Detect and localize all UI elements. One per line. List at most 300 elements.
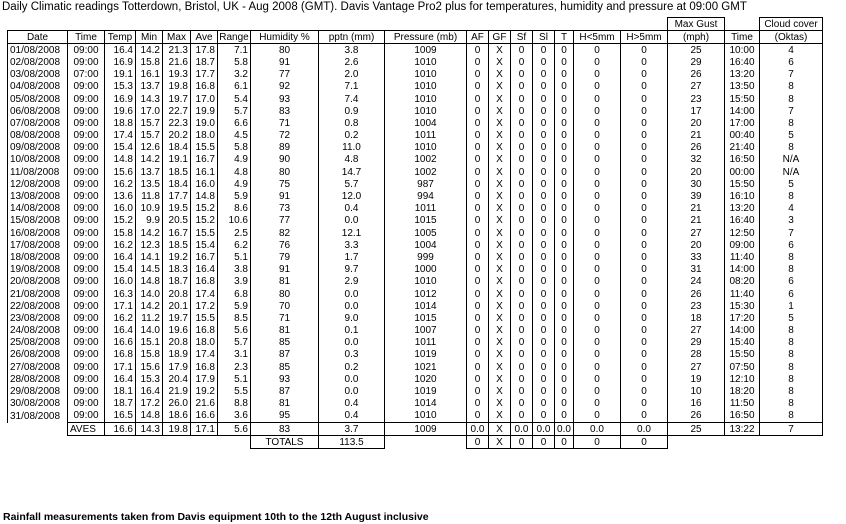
cell-gf: X — [489, 410, 511, 423]
col-h-gt5: H>5mm — [621, 31, 668, 44]
cell-t: 0 — [555, 178, 574, 190]
cell-ave: 15.5 — [191, 142, 218, 154]
table-row — [8, 325, 823, 337]
cell-humidity: 93 — [251, 93, 319, 105]
table-row — [8, 227, 823, 239]
cell-h-lt5: 0 — [574, 130, 621, 142]
cell-pressure: 1002 — [385, 154, 467, 166]
cell-af: 0 — [467, 288, 489, 300]
cell-min: 12.6 — [136, 142, 163, 154]
cell-af: 0 — [467, 44, 489, 57]
cell-temp: 15.6 — [105, 166, 136, 178]
cell-ave: 16.8 — [191, 276, 218, 288]
cell-sl: 0 — [533, 93, 555, 105]
cell-max: 18.3 — [163, 264, 191, 276]
cell-pptn: 3.3 — [319, 239, 385, 251]
cell-h-lt5: 0 — [574, 93, 621, 105]
aves-gf: X — [489, 423, 511, 436]
cell-max-gust: 20 — [668, 166, 725, 178]
table-row — [8, 410, 823, 423]
aves-max: 19.8 — [163, 423, 191, 436]
cell-min: 14.2 — [136, 300, 163, 312]
cell-cloud-cover: 5 — [760, 178, 823, 190]
cell-time: 09:00 — [68, 203, 105, 215]
cell-pressure: 1011 — [385, 203, 467, 215]
cell-max-gust: 25 — [668, 44, 725, 57]
cell-max: 19.5 — [163, 203, 191, 215]
aves-t: 0.0 — [555, 423, 574, 436]
cell-pressure: 994 — [385, 190, 467, 202]
cell-time: 09:00 — [68, 251, 105, 263]
cell-gust-time: 15:40 — [725, 337, 760, 349]
col-date: Date — [8, 31, 68, 44]
cell-date: 25/08/2008 — [8, 337, 68, 349]
cell-humidity: 79 — [251, 251, 319, 263]
cell-t: 0 — [555, 105, 574, 117]
cell-h-lt5: 0 — [574, 410, 621, 423]
cell-max: 18.9 — [163, 349, 191, 361]
cell-ave: 16.4 — [191, 264, 218, 276]
cell-t: 0 — [555, 398, 574, 410]
cell-sf: 0 — [511, 349, 533, 361]
table-row — [8, 312, 823, 324]
cell-pressure: 1015 — [385, 215, 467, 227]
cell-gf: X — [489, 166, 511, 178]
cell-max-gust: 33 — [668, 251, 725, 263]
cell-max-gust: 16 — [668, 398, 725, 410]
cell-pptn: 0.2 — [319, 130, 385, 142]
cell-temp: 19.6 — [105, 105, 136, 117]
cell-pptn: 5.7 — [319, 178, 385, 190]
cell-gust-time: 13:20 — [725, 203, 760, 215]
cell-sl: 0 — [533, 190, 555, 202]
cell-min: 15.1 — [136, 337, 163, 349]
cell-gf: X — [489, 178, 511, 190]
table-row — [8, 300, 823, 312]
cell-min: 16.4 — [136, 385, 163, 397]
cell-ave: 16.1 — [191, 166, 218, 178]
table-row — [8, 398, 823, 410]
cell-af: 0 — [467, 410, 489, 423]
cell-temp: 16.4 — [105, 325, 136, 337]
cell-humidity: 77 — [251, 215, 319, 227]
cell-ave: 15.5 — [191, 312, 218, 324]
cell-h-lt5: 0 — [574, 398, 621, 410]
cell-h-lt5: 0 — [574, 276, 621, 288]
cell-min: 9.9 — [136, 215, 163, 227]
cell-t: 0 — [555, 264, 574, 276]
cell-gust-time: 16:50 — [725, 154, 760, 166]
cell-sf: 0 — [511, 56, 533, 68]
cell-sl: 0 — [533, 276, 555, 288]
cell-min: 14.1 — [136, 251, 163, 263]
cell-time: 09:00 — [68, 312, 105, 324]
cell-gust-time: 15:50 — [725, 93, 760, 105]
cell-gust-time: 16:10 — [725, 190, 760, 202]
cell-range: 6.6 — [218, 117, 251, 129]
cell-date: 06/08/2008 — [8, 105, 68, 117]
cell-cloud-cover: 8 — [760, 93, 823, 105]
cell-sf: 0 — [511, 251, 533, 263]
cell-h-gt5: 0 — [621, 69, 668, 81]
cell-temp: 16.0 — [105, 276, 136, 288]
cell-ave: 17.4 — [191, 349, 218, 361]
cell-af: 0 — [467, 300, 489, 312]
cell-cloud-cover: 3 — [760, 215, 823, 227]
cell-range: 3.6 — [218, 410, 251, 423]
cell-gust-time: 18:20 — [725, 385, 760, 397]
cell-min: 13.5 — [136, 178, 163, 190]
cell-time: 09:00 — [68, 385, 105, 397]
cell-sf: 0 — [511, 312, 533, 324]
cell-cloud-cover: 8 — [760, 325, 823, 337]
cell-min: 14.2 — [136, 227, 163, 239]
cell-max: 18.4 — [163, 178, 191, 190]
cell-temp: 16.0 — [105, 203, 136, 215]
cell-max: 18.7 — [163, 276, 191, 288]
cell-date: 15/08/2008 — [8, 215, 68, 227]
cell-sf: 0 — [511, 373, 533, 385]
cell-t: 0 — [555, 239, 574, 251]
cell-cloud-cover: 8 — [760, 142, 823, 154]
cell-range: 8.6 — [218, 203, 251, 215]
cell-pptn: 0.9 — [319, 105, 385, 117]
cell-sf: 0 — [511, 203, 533, 215]
cell-max-gust: 23 — [668, 93, 725, 105]
cell-pptn: 4.8 — [319, 154, 385, 166]
cell-ave: 16.8 — [191, 325, 218, 337]
cell-date: 20/08/2008 — [8, 276, 68, 288]
cell-sl: 0 — [533, 44, 555, 57]
cell-t: 0 — [555, 203, 574, 215]
cell-h-lt5: 0 — [574, 166, 621, 178]
cell-pressure: 1019 — [385, 385, 467, 397]
cell-t: 0 — [555, 276, 574, 288]
cell-t: 0 — [555, 69, 574, 81]
cell-pptn: 0.2 — [319, 361, 385, 373]
cell-range: 5.9 — [218, 190, 251, 202]
cell-ave: 17.7 — [191, 69, 218, 81]
cell-cloud-cover: 4 — [760, 44, 823, 57]
cell-temp: 18.8 — [105, 117, 136, 129]
cell-h-gt5: 0 — [621, 93, 668, 105]
cell-af: 0 — [467, 264, 489, 276]
cell-pressure: 1010 — [385, 81, 467, 93]
cell-pressure: 1011 — [385, 337, 467, 349]
cell-cloud-cover: 8 — [760, 373, 823, 385]
cell-time: 09:00 — [68, 325, 105, 337]
col-sf: Sf — [511, 31, 533, 44]
cell-ave: 19.2 — [191, 385, 218, 397]
cell-gf: X — [489, 312, 511, 324]
cell-min: 17.2 — [136, 398, 163, 410]
cell-pressure: 1012 — [385, 288, 467, 300]
cell-date: 18/08/2008 — [8, 251, 68, 263]
cell-sl: 0 — [533, 105, 555, 117]
cell-cloud-cover: 8 — [760, 398, 823, 410]
cell-af: 0 — [467, 81, 489, 93]
cell-h-lt5: 0 — [574, 154, 621, 166]
table-row — [8, 166, 823, 178]
cell-h-lt5: 0 — [574, 117, 621, 129]
cell-gf: X — [489, 337, 511, 349]
cell-ave: 16.0 — [191, 178, 218, 190]
cell-temp: 13.6 — [105, 190, 136, 202]
cell-sf: 0 — [511, 300, 533, 312]
cell-ave: 19.9 — [191, 105, 218, 117]
cell-sf: 0 — [511, 142, 533, 154]
table-row — [8, 81, 823, 93]
cell-h-lt5: 0 — [574, 373, 621, 385]
cell-date: 09/08/2008 — [8, 142, 68, 154]
cell-max-gust: 29 — [668, 337, 725, 349]
cell-pressure: 1009 — [385, 44, 467, 57]
col-pptn: pptn (mm) — [319, 31, 385, 44]
col-af: AF — [467, 31, 489, 44]
cell-gf: X — [489, 44, 511, 57]
cell-temp: 14.8 — [105, 154, 136, 166]
cell-time: 09:00 — [68, 288, 105, 300]
cell-time: 09:00 — [68, 130, 105, 142]
cell-h-gt5: 0 — [621, 349, 668, 361]
cell-time: 09:00 — [68, 264, 105, 276]
cell-max-gust: 27 — [668, 325, 725, 337]
cell-pressure: 1021 — [385, 361, 467, 373]
cell-h-lt5: 0 — [574, 215, 621, 227]
cell-humidity: 70 — [251, 300, 319, 312]
cell-t: 0 — [555, 337, 574, 349]
cell-range: 8.8 — [218, 398, 251, 410]
cell-pressure: 1000 — [385, 264, 467, 276]
cell-h-gt5: 0 — [621, 117, 668, 129]
cell-gf: X — [489, 69, 511, 81]
cell-t: 0 — [555, 410, 574, 423]
cell-ave: 16.8 — [191, 81, 218, 93]
cell-af: 0 — [467, 105, 489, 117]
col-humidity: Humidity % — [251, 31, 319, 44]
cell-h-lt5: 0 — [574, 251, 621, 263]
cell-range: 3.8 — [218, 264, 251, 276]
cell-max-gust: 18 — [668, 312, 725, 324]
cell-time: 09:00 — [68, 337, 105, 349]
aves-h-lt5: 0.0 — [574, 423, 621, 436]
cell-ave: 19.0 — [191, 117, 218, 129]
totals-sl: 0 — [533, 436, 555, 449]
cell-max-gust: 19 — [668, 373, 725, 385]
aves-aves-label: AVES — [68, 423, 105, 436]
cell-gf: X — [489, 264, 511, 276]
cell-temp: 15.4 — [105, 142, 136, 154]
table-row — [8, 105, 823, 117]
cell-af: 0 — [467, 227, 489, 239]
cell-temp: 16.5 — [105, 410, 136, 423]
cell-min: 16.1 — [136, 69, 163, 81]
cell-max: 19.2 — [163, 251, 191, 263]
cell-pressure: 1015 — [385, 312, 467, 324]
cell-pressure: 999 — [385, 251, 467, 263]
cell-sf: 0 — [511, 93, 533, 105]
cell-sf: 0 — [511, 264, 533, 276]
cell-ave: 16.8 — [191, 361, 218, 373]
cell-h-lt5: 0 — [574, 264, 621, 276]
cell-max: 20.1 — [163, 300, 191, 312]
cell-pptn: 12.1 — [319, 227, 385, 239]
cell-humidity: 83 — [251, 105, 319, 117]
cell-max: 21.6 — [163, 56, 191, 68]
cell-humidity: 71 — [251, 312, 319, 324]
cell-sf: 0 — [511, 81, 533, 93]
cell-max-gust: 17 — [668, 105, 725, 117]
cell-sf: 0 — [511, 190, 533, 202]
cell-sf: 0 — [511, 385, 533, 397]
cell-range: 5.7 — [218, 337, 251, 349]
col-t: T — [555, 31, 574, 44]
cell-af: 0 — [467, 349, 489, 361]
cell-t: 0 — [555, 385, 574, 397]
cell-h-gt5: 0 — [621, 398, 668, 410]
col-gf: GF — [489, 31, 511, 44]
aves-sl: 0.0 — [533, 423, 555, 436]
cell-pptn: 0.0 — [319, 385, 385, 397]
cell-h-gt5: 0 — [621, 227, 668, 239]
cell-cloud-cover: 7 — [760, 227, 823, 239]
cell-temp: 19.1 — [105, 69, 136, 81]
cell-sf: 0 — [511, 44, 533, 57]
cell-min: 14.2 — [136, 44, 163, 57]
cell-af: 0 — [467, 385, 489, 397]
aves-max-gust: 25 — [668, 423, 725, 436]
table-row — [8, 361, 823, 373]
cell-h-lt5: 0 — [574, 142, 621, 154]
table-row — [8, 251, 823, 263]
cell-date: 02/08/2008 — [8, 56, 68, 68]
cell-max-gust: 29 — [668, 56, 725, 68]
table-row — [8, 203, 823, 215]
cell-pressure: 1007 — [385, 325, 467, 337]
cell-range: 5.5 — [218, 385, 251, 397]
cloud-cover-header-line2: (Oktas) — [760, 31, 823, 44]
cell-h-gt5: 0 — [621, 288, 668, 300]
cell-gf: X — [489, 349, 511, 361]
cell-temp: 16.4 — [105, 251, 136, 263]
cell-range: 7.1 — [218, 44, 251, 57]
table-row — [8, 154, 823, 166]
cell-temp: 16.6 — [105, 337, 136, 349]
cell-min: 12.3 — [136, 239, 163, 251]
cell-sl: 0 — [533, 288, 555, 300]
cell-max: 18.4 — [163, 142, 191, 154]
cell-cloud-cover: 8 — [760, 410, 823, 423]
cell-t: 0 — [555, 190, 574, 202]
header-row — [8, 31, 823, 44]
cell-max-gust: 21 — [668, 203, 725, 215]
cell-pptn: 0.4 — [319, 398, 385, 410]
cell-sl: 0 — [533, 142, 555, 154]
cell-range: 5.7 — [218, 105, 251, 117]
cell-date: 30/08/2008 — [8, 398, 68, 410]
cell-min: 11.2 — [136, 312, 163, 324]
cell-range: 5.6 — [218, 325, 251, 337]
cell-pptn: 0.1 — [319, 325, 385, 337]
cell-cloud-cover: 5 — [760, 312, 823, 324]
cell-time: 09:00 — [68, 227, 105, 239]
table-row — [8, 264, 823, 276]
cell-humidity: 85 — [251, 361, 319, 373]
cell-min: 15.6 — [136, 361, 163, 373]
cell-sl: 0 — [533, 166, 555, 178]
col-pressure: Pressure (mb) — [385, 31, 467, 44]
cell-sl: 0 — [533, 385, 555, 397]
cell-pressure: 1010 — [385, 69, 467, 81]
col-range: Range — [219, 31, 249, 43]
cell-pressure: 1010 — [385, 410, 467, 423]
cell-time: 09:00 — [68, 93, 105, 105]
col-temp: Temp — [105, 31, 136, 44]
cell-h-gt5: 0 — [621, 410, 668, 423]
cell-sl: 0 — [533, 373, 555, 385]
cell-temp: 17.1 — [105, 361, 136, 373]
cell-range: 5.1 — [218, 251, 251, 263]
cell-min: 14.8 — [136, 410, 163, 423]
cell-sf: 0 — [511, 410, 533, 423]
cell-humidity: 81 — [251, 398, 319, 410]
cell-gf: X — [489, 373, 511, 385]
cell-pressure: 1014 — [385, 300, 467, 312]
cell-gust-time: 14:00 — [725, 325, 760, 337]
aves-row — [8, 423, 823, 436]
cell-af: 0 — [467, 166, 489, 178]
cell-t: 0 — [555, 166, 574, 178]
cell-humidity: 93 — [251, 373, 319, 385]
cell-gf: X — [489, 385, 511, 397]
aves-pressure: 1009 — [385, 423, 467, 436]
cell-date: 27/08/2008 — [8, 361, 68, 373]
totals-h-gt5: 0 — [621, 436, 668, 449]
cell-gf: X — [489, 56, 511, 68]
cell-max: 17.7 — [163, 190, 191, 202]
cell-h-gt5: 0 — [621, 44, 668, 57]
cell-humidity: 81 — [251, 325, 319, 337]
cell-t: 0 — [555, 44, 574, 57]
cell-h-lt5: 0 — [574, 239, 621, 251]
cell-humidity: 73 — [251, 203, 319, 215]
cell-pressure: 1005 — [385, 227, 467, 239]
cell-cloud-cover: N/A — [760, 154, 823, 166]
cell-min: 13.7 — [136, 166, 163, 178]
totals-pptn: 113.5 — [319, 436, 385, 449]
cell-h-gt5: 0 — [621, 251, 668, 263]
cell-sf: 0 — [511, 130, 533, 142]
cell-max-gust: 39 — [668, 190, 725, 202]
cell-max-gust: 27 — [668, 81, 725, 93]
cell-max: 21.3 — [163, 44, 191, 57]
cell-range: 3.9 — [218, 276, 251, 288]
cell-sf: 0 — [511, 227, 533, 239]
cell-sl: 0 — [533, 215, 555, 227]
cell-h-lt5: 0 — [574, 385, 621, 397]
cell-humidity: 82 — [251, 227, 319, 239]
cell-max: 19.8 — [163, 81, 191, 93]
cell-cloud-cover: 6 — [760, 288, 823, 300]
cell-sl: 0 — [533, 203, 555, 215]
cell-gust-time: 16:40 — [725, 215, 760, 227]
cell-h-gt5: 0 — [621, 325, 668, 337]
cell-gust-time: 13:50 — [725, 81, 760, 93]
cell-range: 4.5 — [218, 130, 251, 142]
cell-t: 0 — [555, 251, 574, 263]
cell-temp: 16.2 — [105, 178, 136, 190]
cell-min: 11.8 — [136, 190, 163, 202]
